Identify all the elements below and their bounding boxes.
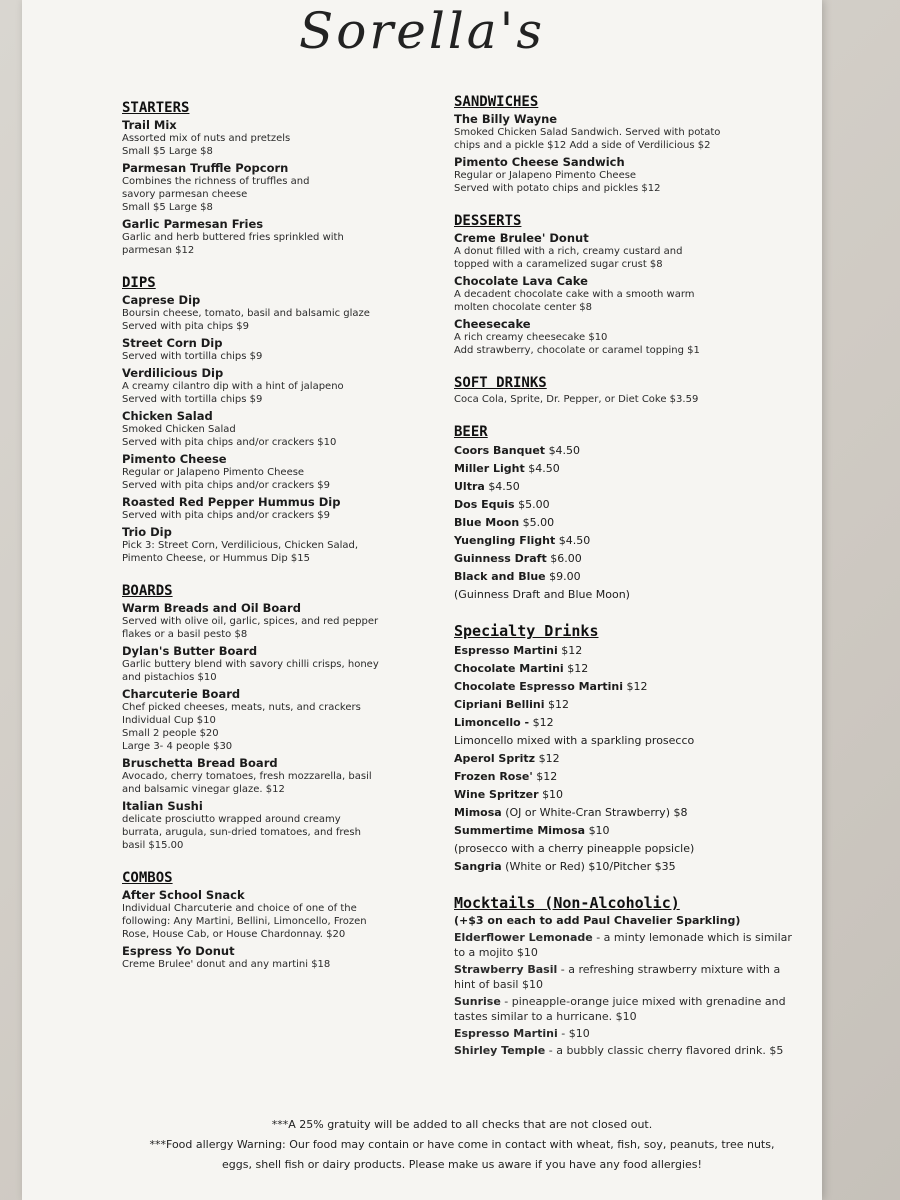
item-description: Regular or Jalapeno Pimento Cheese: [122, 467, 305, 478]
drink-price: $4.50: [488, 480, 520, 493]
drink-price: $12: [626, 680, 648, 693]
item-description: molten chocolate center $8: [454, 302, 593, 313]
item-description: Chef picked cheeses, meats, nuts, and crackers: [122, 702, 361, 713]
item-description: Large 3- 4 people $30: [122, 741, 233, 752]
drink-price: $12: [538, 752, 560, 765]
menu-item: [454, 231, 794, 271]
menu-item: [122, 944, 412, 971]
item-name: The Billy Wayne: [454, 112, 558, 126]
item-description: Pimento Cheese, or Hummus Dip $15: [122, 553, 310, 564]
drink-line: [454, 768, 794, 786]
menu-item: [122, 118, 412, 158]
section-heading: SOFT DRINKS: [454, 375, 547, 391]
drink-name: Miller Light: [454, 462, 525, 475]
item-name: Trio Dip: [122, 525, 172, 539]
item-name: Italian Sushi: [122, 799, 203, 813]
item-description: basil $15.00: [122, 840, 184, 851]
item-description: topped with a caramelized sugar crust $8: [454, 259, 663, 270]
drink-name: Espresso Martini: [454, 644, 558, 657]
drink-price: $12: [532, 716, 554, 729]
section-heading: DESSERTS: [454, 213, 522, 229]
item-description: A donut filled with a rich, creamy custard and: [454, 246, 683, 257]
item-description: Served with tortilla chips $9: [122, 351, 263, 362]
item-name: Chocolate Lava Cake: [454, 274, 588, 288]
drink-price: $12: [548, 698, 570, 711]
item-name: Cheesecake: [454, 317, 531, 331]
menu-item: [122, 217, 412, 257]
menu-item: [454, 274, 794, 314]
mocktail-item: [454, 994, 794, 1024]
item-description: Add strawberry, chocolate or caramel topping $1: [454, 345, 700, 356]
item-name: Charcuterie Board: [122, 687, 241, 701]
drink-name: Wine Spritzer: [454, 788, 539, 801]
item-description: and pistachios $10: [122, 672, 217, 683]
drink-line: [454, 696, 794, 714]
left-column: [122, 100, 412, 989]
drink-line: [454, 840, 794, 858]
item-description: chips and a pickle $12 Add a side of Verdilicious $2: [454, 140, 711, 151]
item-description: A rich creamy cheesecake $10: [454, 332, 608, 343]
item-description: Small $5 Large $8: [122, 202, 213, 213]
drink-line: [454, 804, 794, 822]
item-name: Parmesan Truffle Popcorn: [122, 161, 289, 175]
item-description: Served with olive oil, garlic, spices, and red pepper: [122, 616, 379, 627]
menu-item: [454, 155, 794, 195]
item-description: Served with tortilla chips $9: [122, 394, 263, 405]
item-description: burrata, arugula, sun-dried tomatoes, and fresh: [122, 827, 361, 838]
drink-name: Mimosa: [454, 806, 502, 819]
item-name: Trail Mix: [122, 118, 177, 132]
mocktail-desc: - a refreshing strawberry mixture with a hint of basil $10: [454, 963, 781, 991]
item-name: Warm Breads and Oil Board: [122, 601, 301, 615]
mocktail-desc: - pineapple-orange juice mixed with grenadine and tastes similar to a hurricane. $10: [454, 995, 786, 1023]
drink-price: $12: [567, 662, 589, 675]
drink-price: Limoncello mixed with a sparkling prosecco: [454, 734, 695, 747]
menu-item: [122, 366, 412, 406]
drink-line: [454, 550, 794, 568]
mocktail-item: [454, 930, 794, 960]
menu-item: [122, 799, 412, 852]
drink-line: [454, 660, 794, 678]
item-description: savory parmesan cheese: [122, 189, 248, 200]
item-name: Pimento Cheese Sandwich: [454, 155, 625, 169]
mocktail-item: [454, 962, 794, 992]
item-description: Small 2 people $20: [122, 728, 219, 739]
drink-line: [454, 514, 794, 532]
section-heading: STARTERS: [122, 100, 190, 116]
item-description: Boursin cheese, tomato, basil and balsamic glaze: [122, 308, 370, 319]
item-description: Served with potato chips and pickles $12: [454, 183, 661, 194]
menu-paper: [22, 0, 822, 1200]
menu-section: [454, 94, 794, 195]
section-note: (+$3 on each to add Paul Chavelier Sparkling): [454, 914, 741, 927]
drink-name: Summertime Mimosa: [454, 824, 586, 837]
item-name: Verdilicious Dip: [122, 366, 224, 380]
mocktail-desc: - a bubbly classic cherry flavored drink. $5: [548, 1044, 784, 1057]
drink-price: $4.50: [558, 534, 591, 547]
item-name: Caprese Dip: [122, 293, 201, 307]
item-name: Bruschetta Bread Board: [122, 756, 278, 770]
menu-item: [454, 393, 794, 406]
drink-line: [454, 478, 794, 496]
drink-name: Ultra: [454, 480, 485, 493]
menu-item: [122, 336, 412, 363]
beer-section: [454, 424, 794, 604]
menu-item: [122, 756, 412, 796]
menu-item: [122, 888, 412, 941]
section-heading: BOARDS: [122, 583, 173, 599]
mocktails-section: [454, 894, 794, 1058]
item-name: Pimento Cheese: [122, 452, 227, 466]
item-description: Smoked Chicken Salad Sandwich. Served with potato: [454, 127, 721, 138]
item-description: parmesan $12: [122, 245, 195, 256]
item-description: Creme Brulee' donut and any martini $18: [122, 959, 331, 970]
drink-price: (Guinness Draft and Blue Moon): [454, 588, 630, 601]
drink-line: [454, 858, 794, 876]
drink-line: [454, 714, 794, 732]
item-description: and balsamic vinegar glaze. $12: [122, 784, 285, 795]
drink-name: Yuengling Flight: [454, 534, 556, 547]
footer-line: eggs, shell fish or dairy products. Please make us aware if you have any food allergies!: [222, 1158, 702, 1171]
drink-line: [454, 496, 794, 514]
footer-notes: [122, 1115, 802, 1175]
menu-section: [454, 375, 794, 406]
drink-price: (prosecco with a cherry pineapple popsicle): [454, 842, 695, 855]
menu-section: [122, 275, 412, 565]
drink-price: $10: [542, 788, 564, 801]
section-heading: BEER: [454, 424, 488, 440]
drink-line: [454, 822, 794, 840]
drink-name: Blue Moon: [454, 516, 520, 529]
mocktail-name: Strawberry Basil: [454, 963, 558, 976]
item-description: flakes or a basil pesto $8: [122, 629, 248, 640]
drink-price: $12: [536, 770, 558, 783]
drink-line: [454, 442, 794, 460]
mocktail-item: [454, 1043, 794, 1058]
drink-name: Frozen Rose': [454, 770, 533, 783]
drink-price: $5.00: [518, 498, 550, 511]
item-description: Pick 3: Street Corn, Verdilicious, Chicken Salad,: [122, 540, 359, 551]
right-column: [454, 94, 794, 1076]
drink-price: $5.00: [522, 516, 555, 529]
menu-item: [454, 112, 794, 152]
mocktail-name: Elderflower Lemonade: [454, 931, 593, 944]
drink-name: Cipriani Bellini: [454, 698, 545, 711]
section-heading: Mocktails (Non-Alcoholic): [454, 894, 680, 912]
drink-line: [454, 750, 794, 768]
drink-price: $4.50: [548, 444, 581, 457]
section-heading: Specialty Drinks: [454, 622, 599, 640]
drink-price: $6.00: [550, 552, 582, 565]
item-description: Served with pita chips and/or crackers $9: [122, 480, 330, 491]
restaurant-title: Sorella's: [298, 2, 546, 60]
menu-section: [122, 100, 412, 257]
drink-price: (White or Red) $10/Pitcher $35: [505, 860, 676, 873]
drink-line: [454, 642, 794, 660]
item-name: Garlic Parmesan Fries: [122, 217, 264, 231]
drink-price: (OJ or White-Cran Strawberry) $8: [505, 806, 688, 819]
item-description: Served with pita chips and/or crackers $10: [122, 437, 337, 448]
item-description: delicate prosciutto wrapped around creamy: [122, 814, 341, 825]
menu-section: [454, 213, 794, 357]
section-heading: SANDWICHES: [454, 94, 539, 110]
menu-item: [122, 525, 412, 565]
item-description: Garlic buttery blend with savory chilli crisps, honey: [122, 659, 379, 670]
item-description: Individual Cup $10: [122, 715, 216, 726]
drink-line: [454, 786, 794, 804]
item-description: Garlic and herb buttered fries sprinkled with: [122, 232, 344, 243]
drink-line: [454, 460, 794, 478]
mocktail-name: Espresso Martini: [454, 1027, 558, 1040]
item-description: A decadent chocolate cake with a smooth warm: [454, 289, 695, 300]
drink-line: [454, 678, 794, 696]
menu-item: [122, 409, 412, 449]
drink-name: Limoncello -: [454, 716, 530, 729]
drink-price: $12: [561, 644, 583, 657]
menu-section: [122, 583, 412, 852]
item-description: Individual Charcuterie and choice of one of the: [122, 903, 357, 914]
mocktail-desc: - a minty lemonade which is similar to a mojito $10: [454, 931, 792, 959]
mocktail-name: Sunrise: [454, 995, 501, 1008]
drink-name: Chocolate Martini: [454, 662, 564, 675]
item-description: A creamy cilantro dip with a hint of jalapeno: [122, 381, 344, 392]
item-description: Assorted mix of nuts and pretzels: [122, 133, 291, 144]
drink-line: [454, 732, 794, 750]
drink-line: [454, 568, 794, 586]
item-name: Creme Brulee' Donut: [454, 231, 589, 245]
menu-item: [122, 452, 412, 492]
drink-name: Dos Equis: [454, 498, 515, 511]
menu-section: [122, 870, 412, 971]
item-name: After School Snack: [122, 888, 245, 902]
drink-name: Coors Banquet: [454, 444, 546, 457]
drink-name: Guinness Draft: [454, 552, 547, 565]
menu-item: [454, 317, 794, 357]
footer-line: ***Food allergy Warning: Our food may contain or have come in contact with wheat, fish, soy, peanuts, tree nuts,: [149, 1138, 775, 1151]
mocktail-desc: - $10: [561, 1027, 590, 1040]
menu-item: [122, 644, 412, 684]
item-description: Combines the richness of truffles and: [122, 176, 310, 187]
menu-item: [122, 601, 412, 641]
mocktail-item: [454, 1026, 794, 1041]
item-name: Roasted Red Pepper Hummus Dip: [122, 495, 341, 509]
drink-price: $10: [588, 824, 610, 837]
item-name: Dylan's Butter Board: [122, 644, 258, 658]
item-name: Espress Yo Donut: [122, 944, 235, 958]
drink-name: Black and Blue: [454, 570, 546, 583]
item-description: Rose, House Cab, or House Chardonnay. $20: [122, 929, 346, 940]
menu-item: [122, 687, 412, 753]
drink-price: $9.00: [549, 570, 581, 583]
item-name: Chicken Salad: [122, 409, 213, 423]
item-description: Served with pita chips and/or crackers $9: [122, 510, 330, 521]
item-description: Regular or Jalapeno Pimento Cheese: [454, 170, 637, 181]
drink-line: [454, 532, 794, 550]
menu-item: [122, 495, 412, 522]
section-heading: DIPS: [122, 275, 156, 291]
drink-name: Chocolate Espresso Martini: [454, 680, 624, 693]
item-description: Served with pita chips $9: [122, 321, 250, 332]
drink-line: [454, 586, 794, 604]
item-description: Coca Cola, Sprite, Dr. Pepper, or Diet Coke $3.59: [454, 394, 699, 405]
item-name: Street Corn Dip: [122, 336, 223, 350]
mocktail-name: Shirley Temple: [454, 1044, 546, 1057]
drink-price: $4.50: [528, 462, 560, 475]
footer-line: ***A 25% gratuity will be added to all checks that are not closed out.: [271, 1118, 653, 1131]
item-description: Avocado, cherry tomatoes, fresh mozzarella, basil: [122, 771, 372, 782]
specialty-section: [454, 622, 794, 876]
section-heading: COMBOS: [122, 870, 173, 886]
menu-item: [122, 161, 412, 214]
item-description: following: Any Martini, Bellini, Limoncello, Frozen: [122, 916, 367, 927]
drink-name: Aperol Spritz: [454, 752, 536, 765]
item-description: Small $5 Large $8: [122, 146, 213, 157]
drink-name: Sangria: [454, 860, 502, 873]
item-description: Smoked Chicken Salad: [122, 424, 236, 435]
menu-item: [122, 293, 412, 333]
